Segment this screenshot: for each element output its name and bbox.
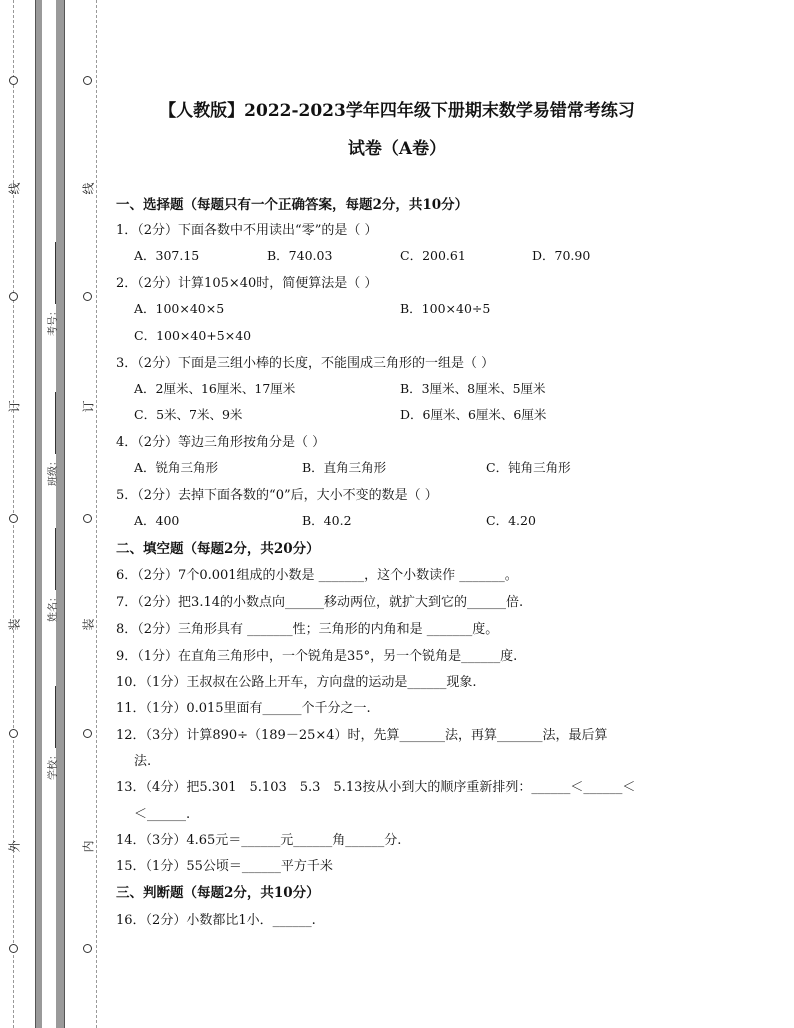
margin-char-nei-inner: 内 <box>81 840 96 853</box>
binding-hole-icon <box>9 514 18 523</box>
school-label: 学校： <box>48 750 59 780</box>
q1-option-d: D．70.90 <box>532 248 591 263</box>
q5-option-b: B．40.2 <box>302 513 352 528</box>
exam-number-label: 考号： <box>48 306 59 336</box>
q2-option-a: A．100×40×5 <box>134 301 225 316</box>
question-5: 5．（2分）去掉下面各数的“0”后，大小不变的数是（ ） <box>116 488 438 503</box>
paper-title: 【人教版】2022-2023学年四年级下册期末数学易错常考练习 <box>159 101 635 121</box>
q4-option-b: B．直角三角形 <box>302 460 387 475</box>
exam-number-field <box>44 242 59 336</box>
q1-option-c: C．200.61 <box>400 248 466 263</box>
binding-hole-icon <box>9 292 18 301</box>
binding-hole-icon <box>83 292 92 301</box>
q3-option-b: B．3厘米、8厘米、5厘米 <box>400 381 546 396</box>
class-label: 班级： <box>48 456 59 486</box>
q1-option-a: A．307.15 <box>134 248 200 263</box>
question-11: 11．（1分）0.015里面有______个千分之一. <box>116 701 371 716</box>
margin-char-zhuang: 装 <box>7 618 22 631</box>
q5-option-a: A．400 <box>134 513 180 528</box>
question-2: 2．（2分）计算105×40时，简便算法是（ ） <box>116 276 378 291</box>
question-9: 9．（1分）在直角三角形中，一个锐角是35°，另一个锐角是______度. <box>116 649 518 664</box>
question-4: 4．（2分）等边三角形按角分是（ ） <box>116 435 326 450</box>
section-judge-heading: 三、判断题（每题2分，共10分） <box>116 885 320 901</box>
question-12: 12．（3分）计算890÷（189－25×4）时，先算_______法，再算_______法，最后算 <box>116 728 608 743</box>
binding-hole-icon <box>9 729 18 738</box>
question-10: 10．（1分）王叔叔在公路上开车，方向盘的运动是______现象. <box>116 675 477 690</box>
question-6: 6．（2分）7个0.001组成的小数是 _______，这个小数读作 _______。 <box>116 568 518 583</box>
class-field <box>44 392 59 486</box>
section-fill-heading: 二、填空题（每题2分，共20分） <box>116 541 320 557</box>
margin-char-wai: 外 <box>7 840 22 853</box>
question-3: 3．（2分）下面是三组小棒的长度，不能围成三角形的一组是（ ） <box>116 356 495 371</box>
q4-option-c: C．钝角三角形 <box>486 460 571 475</box>
name-field <box>44 528 59 622</box>
question-8: 8．（2分）三角形具有 _______性；三角形的内角和是 _______度。 <box>116 622 499 637</box>
name-label: 姓名： <box>48 592 59 622</box>
margin-char-xian-inner: 线 <box>81 182 96 195</box>
question-12-cont: 法. <box>134 754 152 769</box>
q4-option-a: A．锐角三角形 <box>134 460 219 475</box>
q3-option-c: C．5米、7米、9米 <box>134 407 243 422</box>
binding-hole-icon <box>83 514 92 523</box>
binding-hole-icon <box>83 729 92 738</box>
binding-hole-icon <box>83 944 92 953</box>
question-1: 1．（2分）下面各数中不用读出“零”的是（ ） <box>116 223 378 238</box>
question-7: 7．（2分）把3.14的小数点向______移动两位，就扩大到它的______倍. <box>116 595 524 610</box>
question-15: 15．（1分）55公顷＝______平方千米 <box>116 859 333 874</box>
binding-hole-icon <box>83 76 92 85</box>
binding-hole-icon <box>9 944 18 953</box>
question-14: 14．（3分）4.65元＝______元______角______分. <box>116 833 402 848</box>
margin-char-zhuang-inner: 装 <box>81 618 96 631</box>
q3-option-a: A．2厘米、16厘米、17厘米 <box>134 381 296 396</box>
q1-option-b: B．740.03 <box>267 248 333 263</box>
q2-option-c: C．100×40+5×40 <box>134 328 252 343</box>
question-13: 13．（4分）把5.301 5.103 5.3 5.13按从小到大的顺序重新排列：______＜______＜ <box>116 780 636 795</box>
margin-char-xian: 线 <box>7 182 22 195</box>
margin-char-ding: 订 <box>7 400 22 413</box>
section-choice-heading: 一、选择题（每题只有一个正确答案，每题2分，共10分） <box>116 197 469 213</box>
q3-option-d: D．6厘米、6厘米、6厘米 <box>400 407 547 422</box>
q2-option-b: B．100×40÷5 <box>400 301 491 316</box>
binding-hole-icon <box>9 76 18 85</box>
question-13-cont: ＜______. <box>134 807 191 822</box>
school-field <box>44 686 59 780</box>
margin-char-ding-inner: 订 <box>81 400 96 413</box>
q5-option-c: C．4.20 <box>486 513 536 528</box>
question-16: 16．（2分）小数都比1小．______. <box>116 913 316 928</box>
paper-subtitle: 试卷（A卷） <box>347 139 447 159</box>
